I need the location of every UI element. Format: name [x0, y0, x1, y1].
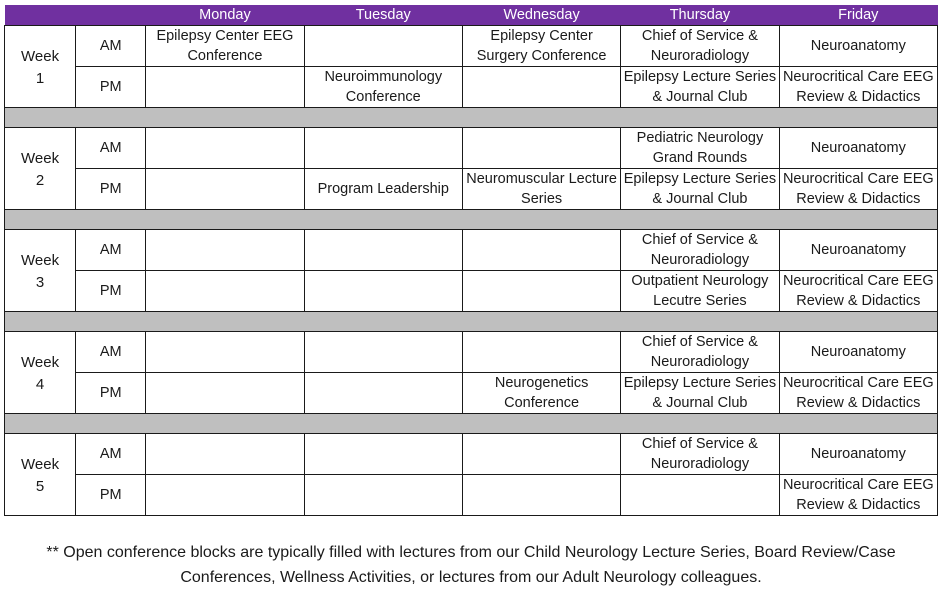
- session-cell-monday: Epilepsy Center EEG Conference: [146, 26, 304, 67]
- separator-bar: [5, 210, 938, 230]
- session-cell-wednesday: [462, 67, 620, 108]
- week-1-am-row: [5, 26, 938, 67]
- week-label: [5, 332, 76, 414]
- am-label: AM: [76, 332, 146, 373]
- session-cell-friday: Neuroanatomy: [779, 332, 937, 373]
- session-cell-monday: [146, 332, 304, 373]
- am-label: AM: [76, 26, 146, 67]
- pm-label: PM: [76, 373, 146, 414]
- session-cell-monday: [146, 271, 304, 312]
- separator-bar: [5, 108, 938, 128]
- week-label: [5, 230, 76, 312]
- session-cell-thursday: Chief of Service & Neuroradiology: [621, 26, 779, 67]
- session-cell-wednesday: [462, 128, 620, 169]
- session-cell-monday: [146, 230, 304, 271]
- session-cell-thursday: Chief of Service & Neuroradiology: [621, 230, 779, 271]
- session-cell-tuesday: [304, 26, 462, 67]
- week-label-text: Week: [21, 353, 60, 371]
- week-label-text: Week: [21, 47, 60, 65]
- am-label: AM: [76, 230, 146, 271]
- week-number: 4: [35, 375, 45, 393]
- week-label-text: Week: [21, 251, 60, 269]
- week-3-pm-row: [5, 271, 938, 312]
- schedule-table: [4, 5, 938, 516]
- session-cell-thursday: Pediatric Neurology Grand Rounds: [621, 128, 779, 169]
- week-separator: [5, 108, 938, 128]
- header-day-thursday: Thursday: [621, 5, 779, 26]
- schedule-body: [5, 26, 938, 516]
- session-cell-friday: Neurocritical Care EEG Review & Didactics: [779, 169, 937, 210]
- session-cell-tuesday: [304, 373, 462, 414]
- session-cell-monday: [146, 434, 304, 475]
- pm-label: PM: [76, 475, 146, 516]
- pm-label: PM: [76, 169, 146, 210]
- week-2-pm-row: [5, 169, 938, 210]
- header-day-monday: Monday: [146, 5, 304, 26]
- session-cell-tuesday: [304, 475, 462, 516]
- session-cell-friday: Neurocritical Care EEG Review & Didactics: [779, 271, 937, 312]
- session-cell-tuesday: [304, 332, 462, 373]
- session-cell-wednesday: Neuromuscular Lecture Series: [462, 169, 620, 210]
- session-cell-wednesday: [462, 271, 620, 312]
- session-cell-tuesday: [304, 434, 462, 475]
- session-cell-tuesday: [304, 230, 462, 271]
- session-cell-monday: [146, 169, 304, 210]
- pm-label: PM: [76, 67, 146, 108]
- week-number: 1: [35, 69, 45, 87]
- session-cell-monday: [146, 373, 304, 414]
- schedule-header: [5, 5, 938, 26]
- session-cell-friday: Neuroanatomy: [779, 230, 937, 271]
- session-cell-wednesday: Neurogenetics Conference: [462, 373, 620, 414]
- week-separator: [5, 210, 938, 230]
- week-1-pm-row: [5, 67, 938, 108]
- session-cell-thursday: Epilepsy Lecture Series & Journal Club: [621, 169, 779, 210]
- week-2-am-row: [5, 128, 938, 169]
- pm-label: PM: [76, 271, 146, 312]
- session-cell-tuesday: [304, 271, 462, 312]
- week-3-am-row: [5, 230, 938, 271]
- session-cell-tuesday: Program Leadership: [304, 169, 462, 210]
- session-cell-friday: Neuroanatomy: [779, 128, 937, 169]
- week-separator: [5, 312, 938, 332]
- session-cell-monday: [146, 128, 304, 169]
- session-cell-friday: Neuroanatomy: [779, 434, 937, 475]
- session-cell-wednesday: Epilepsy Center Surgery Conference: [462, 26, 620, 67]
- week-separator: [5, 414, 938, 434]
- week-label-text: Week: [21, 149, 60, 167]
- week-4-am-row: [5, 332, 938, 373]
- week-number: 3: [35, 273, 45, 291]
- session-cell-monday: [146, 475, 304, 516]
- session-cell-tuesday: [304, 128, 462, 169]
- session-cell-wednesday: [462, 434, 620, 475]
- session-cell-friday: Neuroanatomy: [779, 26, 937, 67]
- week-5-pm-row: [5, 475, 938, 516]
- am-label: AM: [76, 434, 146, 475]
- separator-bar: [5, 312, 938, 332]
- week-5-am-row: [5, 434, 938, 475]
- week-4-pm-row: [5, 373, 938, 414]
- header-day-tuesday: Tuesday: [304, 5, 462, 26]
- header-blank: [5, 5, 76, 26]
- week-label: [5, 128, 76, 210]
- session-cell-thursday: Epilepsy Lecture Series & Journal Club: [621, 67, 779, 108]
- header-day-wednesday: Wednesday: [462, 5, 620, 26]
- week-number: 5: [35, 477, 45, 495]
- session-cell-thursday: Chief of Service & Neuroradiology: [621, 434, 779, 475]
- week-label: [5, 26, 76, 108]
- am-label: AM: [76, 128, 146, 169]
- footnote: ** Open conference blocks are typically filled with lectures from our Child Neurology Lecture Series, Board Review/Case Conferences, Wellness Activities, or lectures from our Adult Neurology colleagues.: [46, 544, 896, 586]
- session-cell-friday: Neurocritical Care EEG Review & Didactics: [779, 373, 937, 414]
- week-number: 2: [35, 171, 45, 189]
- week-label-text: Week: [21, 455, 60, 473]
- week-label: [5, 434, 76, 516]
- session-cell-wednesday: [462, 332, 620, 373]
- session-cell-thursday: Epilepsy Lecture Series & Journal Club: [621, 373, 779, 414]
- header-row: [5, 5, 938, 26]
- session-cell-friday: Neurocritical Care EEG Review & Didactics: [779, 67, 937, 108]
- session-cell-friday: Neurocritical Care EEG Review & Didactics: [779, 475, 937, 516]
- separator-bar: [5, 414, 938, 434]
- session-cell-thursday: Chief of Service & Neuroradiology: [621, 332, 779, 373]
- session-cell-monday: [146, 67, 304, 108]
- session-cell-wednesday: [462, 475, 620, 516]
- session-cell-wednesday: [462, 230, 620, 271]
- session-cell-thursday: [621, 475, 779, 516]
- header-day-friday: Friday: [779, 5, 937, 26]
- session-cell-tuesday: Neuroimmunology Conference: [304, 67, 462, 108]
- header-blank: [76, 5, 146, 26]
- session-cell-thursday: Outpatient Neurology Lecutre Series: [621, 271, 779, 312]
